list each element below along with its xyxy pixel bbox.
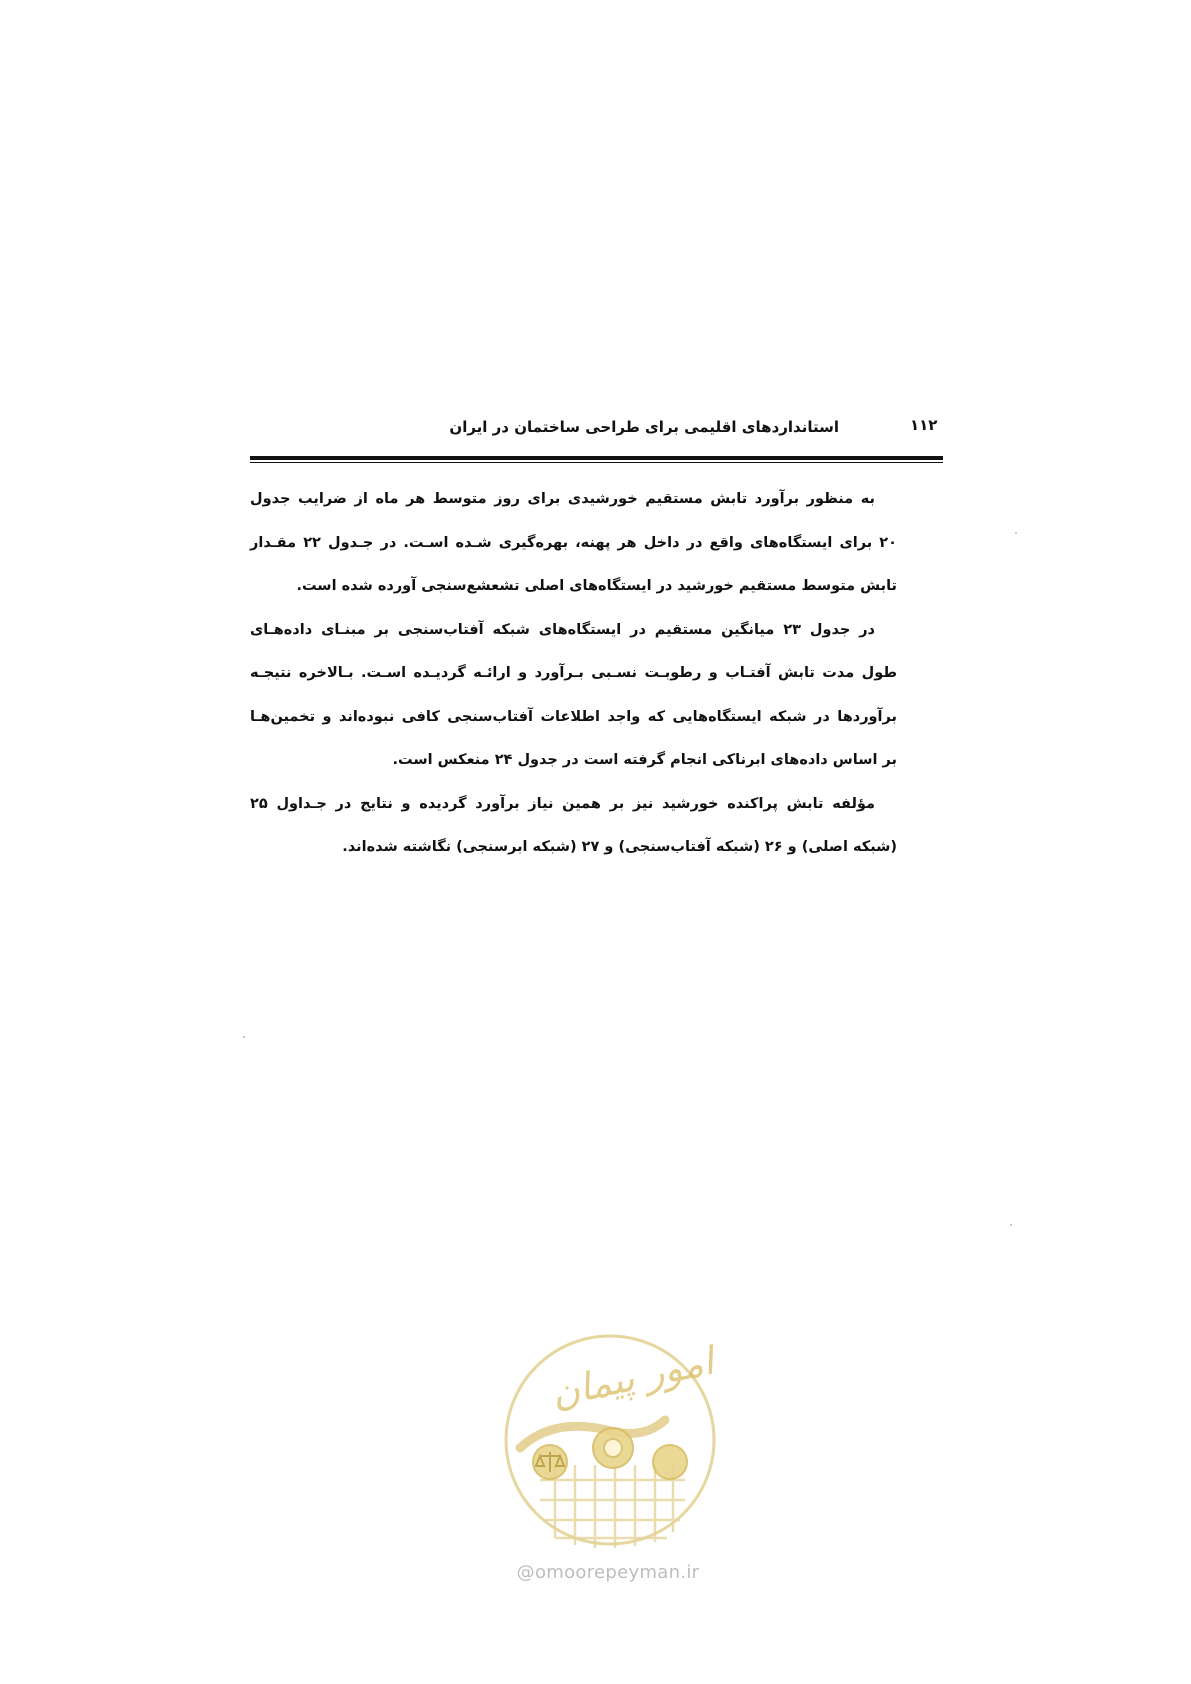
watermark-logo-text: امور پیمان — [547, 1338, 718, 1416]
gear-icon — [533, 1428, 687, 1479]
text-line: به منظور برآورد تابش مستقیم خورشیدی برای روز متوسط هر ماه از ضرایب جدول — [250, 491, 875, 507]
watermark-caption: @omoorepeyman.ir — [516, 1562, 700, 1583]
text-line: طول مدت تابش آفتـاب و رطوبـت نسـبی بـرآورد و ارائـه گردیـده اسـت. بـالاخره نتیجـه — [250, 665, 897, 681]
text-line: (شبکه اصلی) و ۲۶ (شبکه آفتاب‌سنجی) و ۲۷ (شبکه ابرسنجی) نگاشته شده‌اند. — [342, 839, 897, 855]
page-number: ۱۱۲ — [910, 416, 938, 434]
text-line: بر اساس داده‌های ابرناکی انجام گرفته است در جدول ۲۴ منعکس است. — [392, 752, 897, 768]
paragraph-3 — [250, 783, 897, 870]
paragraph-1 — [250, 478, 897, 609]
running-header — [250, 414, 943, 454]
text-line: تابش متوسط مستقیم خورشید در ایستگاه‌های اصلی تشعشع‌سنجی آورده شده است. — [296, 578, 897, 594]
watermark-seal-icon — [495, 1320, 725, 1560]
scan-speck — [1015, 532, 1017, 534]
header-rule-thick — [250, 456, 943, 460]
scan-speck — [1010, 1224, 1012, 1226]
text-line: ۲۰ برای ایستگاه‌های واقع در داخل هر پهنه، بهره‌گیری شـده اسـت. در جـدول ۲۲ مقـدار — [250, 534, 897, 551]
text-line: در جدول ۲۳ میانگین مستقیم در ایستگاه‌های شبکه آفتاب‌سنجی بر مبنـای داده‌هـای — [250, 621, 875, 638]
text-line: برآوردها در شبکه ایستگاه‌هایی که واجد اطلاعات آفتاب‌سنجی کافی نبوده‌اند و تخمین‌هـا — [250, 708, 897, 725]
header-title: استانداردهای اقلیمی برای طراحی ساختمان در ایران — [449, 418, 839, 436]
text-line: مؤلفه تابش پراکنده خورشید نیز بر همین نیاز برآورد گردیده و نتایج در جـداول ۲۵ — [250, 795, 875, 812]
scan-speck — [243, 1036, 245, 1038]
body-text — [250, 478, 897, 870]
watermark-logo — [495, 1320, 725, 1560]
paragraph-2 — [250, 609, 897, 783]
header-rule-thin — [250, 462, 943, 463]
